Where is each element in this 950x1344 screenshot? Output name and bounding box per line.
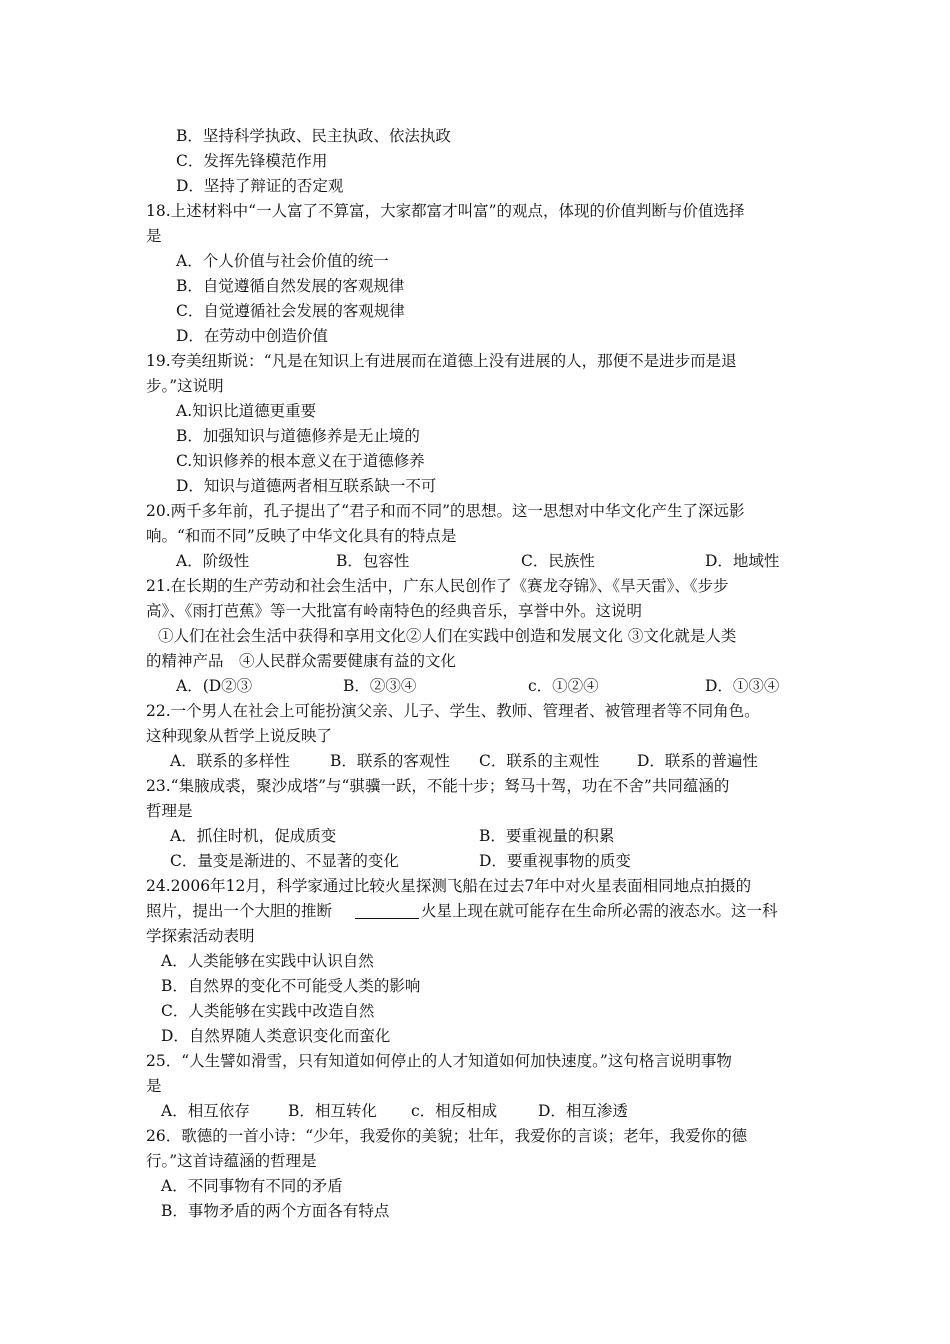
q19-stem-line1: 19.夸美纽斯说：“凡是在知识上有进展而在道德上没有进展的人，那便不是进步而是退 [146,352,737,370]
q18-option-a: A．个人价值与社会价值的统一 [176,252,389,270]
q18-option-c: C．自觉遵循社会发展的客观规律 [176,302,405,320]
q24-stem-line3: 学探索活动表明 [146,927,255,945]
q19-option-b: B．加强知识与道德修养是无止境的 [176,427,420,445]
q17-option-d: D．坚持了辩证的否定观 [176,177,344,195]
q21-stem-line4: 的精神产品 ④人民群众需要健康有益的文化 [146,652,457,670]
q24-option-c: C．人类能够在实践中改造自然 [161,1002,375,1020]
q19-option-c: C.知识修养的根本意义在于道德修养 [176,452,425,470]
q24-stem-line2a: 照片，提出一个大胆的推断 [146,902,333,920]
q25-option-a: A．相互依存 [161,1102,250,1120]
q17-option-c: C．发挥先锋模范作用 [176,152,328,170]
q23-stem-line2: 哲理是 [146,802,193,820]
q25-option-b: B．相互转化 [288,1102,377,1120]
q22-option-c: C．联系的主观性 [479,752,600,770]
q20-option-a: A．阶级性 [176,552,250,570]
q26-stem-line1: 26．歌德的一首小诗：“少年，我爱你的美貌；壮年，我爱你的言谈；老年，我爱你的德 [146,1127,748,1145]
q26-option-a: A．不同事物有不同的矛盾 [161,1177,343,1195]
q23-option-a: A．抓住时机，促成质变 [170,827,337,845]
q21-option-a: A．(D②③ [176,677,253,695]
q26-stem-line2: 行。”这首诗蕴涵的哲理是 [146,1152,317,1170]
q20-option-c: C．民族性 [521,552,595,570]
q25-option-d: D．相互渗透 [538,1102,628,1120]
q23-stem-line1: 23.“集腋成裘，聚沙成塔”与“骐骥一跃，不能十步；驽马十驾，功在不舍”共同蕴涵的 [146,777,730,795]
q18-option-b: B．自觉遵循自然发展的客观规律 [176,277,405,295]
q19-option-a: A.知识比道德更重要 [176,402,317,420]
q25-stem-line1: 25．“人生譬如滑雪，只有知道如何停止的人才知道如何加快速度。”这句格言说明事物 [146,1052,732,1070]
q23-option-b: B．要重视量的积累 [479,827,615,845]
q18-option-d: D．在劳动中创造价值 [176,327,328,345]
q19-stem-line2: 步。”这说明 [146,377,224,395]
q21-stem-line3: ①人们在社会生活中获得和享用文化②人们在实践中创造和发展文化 ③文化就是人类 [158,627,737,645]
q24-stem-line2b: 火星上现在就可能存在生命所必需的液态水。这一科 [421,902,778,920]
q24-option-d: D．自然界随人类意识变化而蛮化 [161,1027,391,1045]
q20-stem-line1: 20.两千多年前，孔子提出了“君子和而不同”的思想。这一思想对中华文化产生了深远影 [146,502,745,520]
q26-option-b: B．事物矛盾的两个方面各有特点 [161,1202,390,1220]
q20-option-b: B．包容性 [336,552,410,570]
q25-option-c: c．相反相成 [411,1102,498,1120]
q18-stem-line1: 18.上述材料中“一人富了不算富，大家都富才叫富”的观点，体现的价值判断与价值选择 [146,202,745,220]
q21-option-b: B．②③④ [343,677,417,695]
q20-stem-line2: 响。“和而不同”反映了中华文化具有的特点是 [146,527,457,545]
q21-stem-line1: 21.在长期的生产劳动和社会生活中，广东人民创作了《赛龙夺锦》、《旱天雷》、《步步 [146,577,729,595]
q24-option-a: A．人类能够在实践中认识自然 [161,952,374,970]
q24-stem-line1: 24.2006年12月，科学家通过比较火星探测飞船在过去7年中对火星表面相同地点拍摄的 [146,877,752,895]
q19-option-d: D．知识与道德两者相互联系缺一不可 [176,477,437,495]
q23-option-c: C．量变是渐进的、不显著的变化 [170,852,399,870]
q24-option-b: B．自然界的变化不可能受人类的影响 [161,977,421,995]
q24-answer-blank [355,901,419,919]
q18-stem-line2: 是 [146,227,162,245]
q22-option-b: B．联系的客观性 [330,752,450,770]
q23-option-d: D．要重视事物的质变 [479,852,631,870]
q25-stem-line2: 是 [146,1077,162,1095]
q22-option-d: D．联系的普遍性 [637,752,758,770]
q22-stem-line1: 22.一个男人在社会上可能扮演父亲、儿子、学生、教师、管理者、被管理者等不同角色。 [146,702,760,720]
q21-stem-line2: 高》、《雨打芭蕉》等一大批富有岭南特色的经典音乐，享誉中外。这说明 [146,602,643,620]
q21-option-d: D．①③④ [705,677,780,695]
q20-option-d: D．地域性 [705,552,780,570]
q21-option-c: c．①②④ [528,677,599,695]
q17-option-b: B．坚持科学执政、民主执政、依法执政 [176,127,451,145]
q22-stem-line2: 这种现象从哲学上说反映了 [146,727,333,745]
q22-option-a: A．联系的多样性 [170,752,290,770]
